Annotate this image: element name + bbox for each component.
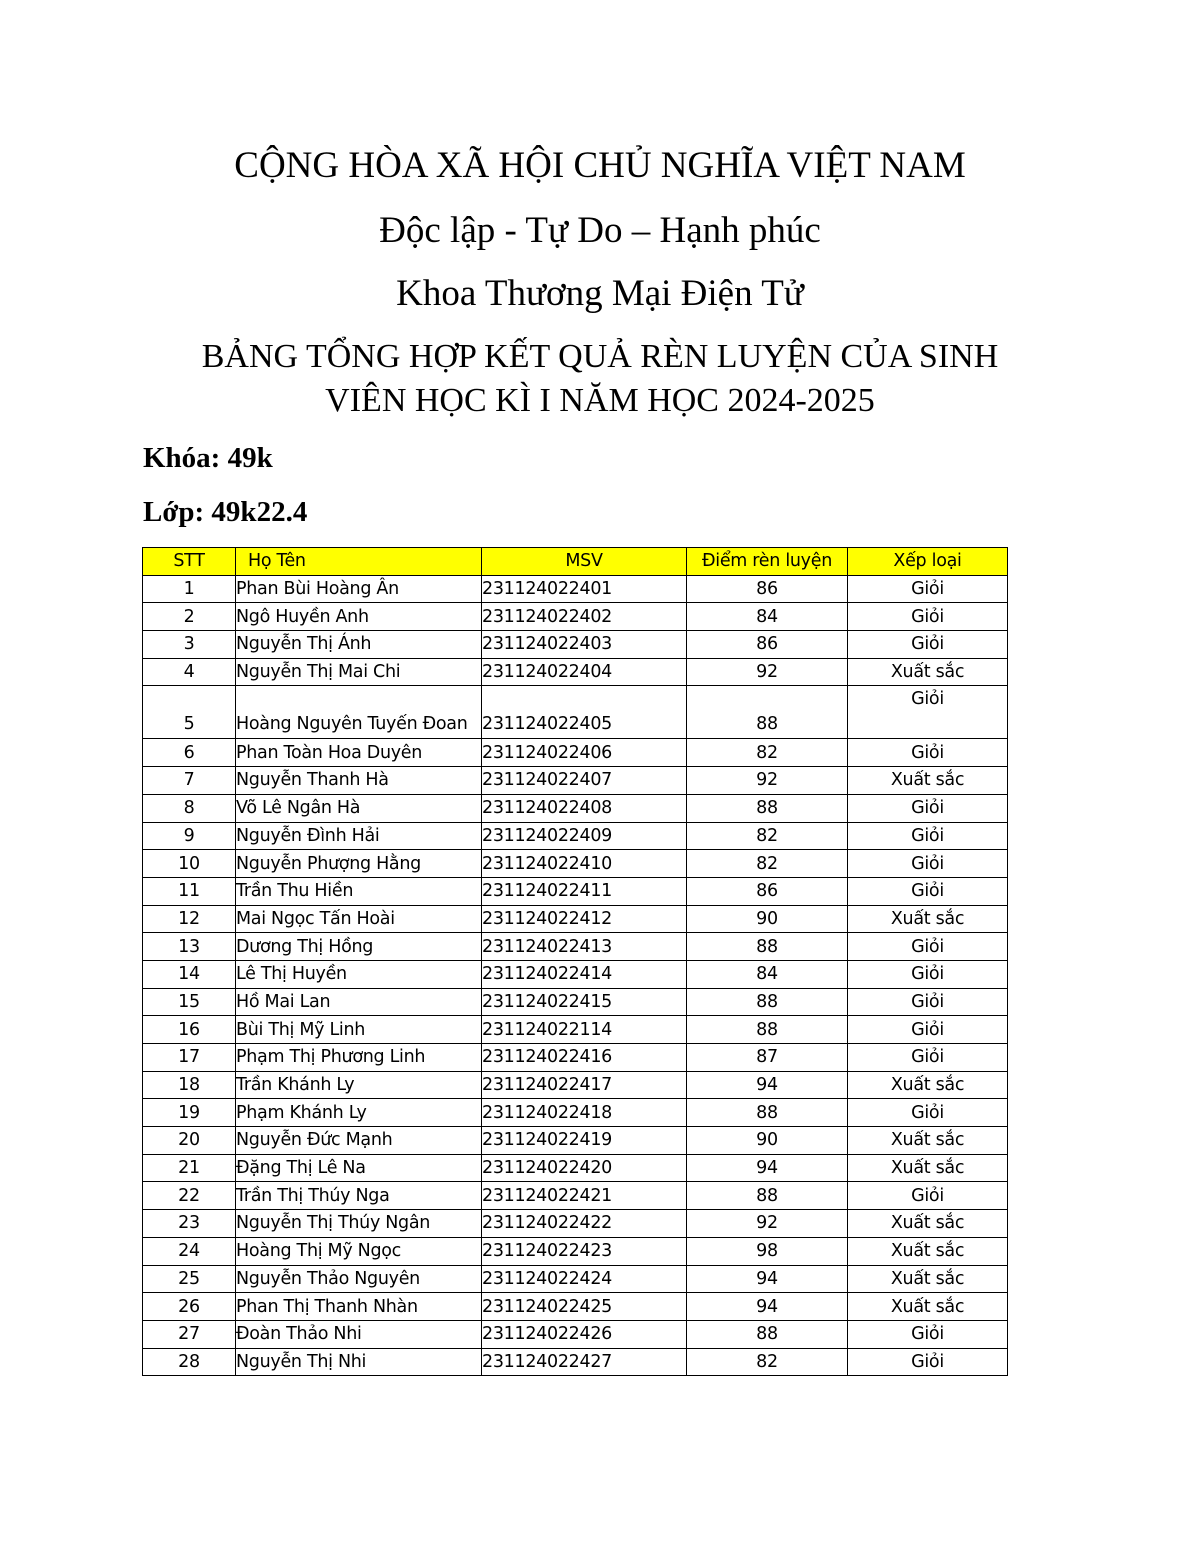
- cell-msv: 231124022420: [482, 1154, 687, 1182]
- cell-score: 87: [687, 1044, 848, 1072]
- cell-name: Lê Thị Huyền: [236, 960, 482, 988]
- cell-msv: 231124022407: [482, 767, 687, 795]
- cell-score: 86: [687, 575, 848, 603]
- cell-rank: Giỏi: [848, 1320, 1008, 1348]
- cell-score: 92: [687, 1210, 848, 1238]
- cell-name: Phạm Thị Phương Linh: [236, 1044, 482, 1072]
- column-header-score: Điểm rèn luyện: [687, 548, 848, 576]
- cohort-label: Khóa: 49k: [143, 442, 273, 474]
- cell-stt: 16: [143, 1016, 236, 1044]
- cell-name: Nguyễn Thị Mai Chi: [236, 658, 482, 686]
- table-row: [143, 767, 1008, 795]
- cell-stt: 14: [143, 960, 236, 988]
- table-row: [143, 1237, 1008, 1265]
- cell-rank: Giỏi: [848, 603, 1008, 631]
- cell-name: Phạm Khánh Ly: [236, 1099, 482, 1127]
- cell-score: 88: [687, 988, 848, 1016]
- table-row: [143, 1127, 1008, 1155]
- cell-name: Trần Thị Thúy Nga: [236, 1182, 482, 1210]
- cell-stt: 21: [143, 1154, 236, 1182]
- cell-score: 88: [687, 794, 848, 822]
- table-row: [143, 1099, 1008, 1127]
- cell-stt: 11: [143, 877, 236, 905]
- table-row: [143, 658, 1008, 686]
- results-table: [142, 547, 1008, 1376]
- table-row: [143, 1210, 1008, 1238]
- cell-score: 90: [687, 1127, 848, 1155]
- cell-name: Hoàng Thị Mỹ Ngọc: [236, 1237, 482, 1265]
- cell-rank: Giỏi: [848, 1099, 1008, 1127]
- table-row: [143, 905, 1008, 933]
- cell-msv: 231124022416: [482, 1044, 687, 1072]
- table-row: [143, 1154, 1008, 1182]
- cell-rank: Xuất sắc: [848, 1071, 1008, 1099]
- cell-stt: 27: [143, 1320, 236, 1348]
- cell-rank: Giỏi: [848, 1044, 1008, 1072]
- national-motto: Độc lập - Tự Do – Hạnh phúc: [379, 210, 821, 251]
- cell-rank: Giỏi: [848, 933, 1008, 961]
- cell-name: Phan Bùi Hoàng Ân: [236, 575, 482, 603]
- table-row: [143, 1348, 1008, 1376]
- cell-score: 84: [687, 603, 848, 631]
- cell-score: 82: [687, 850, 848, 878]
- table-row: [143, 850, 1008, 878]
- table-row: [143, 1293, 1008, 1321]
- cell-stt: 17: [143, 1044, 236, 1072]
- cell-stt: 8: [143, 794, 236, 822]
- cell-stt: 24: [143, 1237, 236, 1265]
- cell-stt: 10: [143, 850, 236, 878]
- cell-msv: 231124022410: [482, 850, 687, 878]
- table-body: [143, 575, 1008, 1376]
- cell-rank: Giỏi: [848, 822, 1008, 850]
- cell-stt: 28: [143, 1348, 236, 1376]
- cell-name: Nguyễn Thanh Hà: [236, 767, 482, 795]
- cell-stt: 1: [143, 575, 236, 603]
- cell-name: Nguyễn Thị Nhi: [236, 1348, 482, 1376]
- cell-rank: Giỏi: [848, 1016, 1008, 1044]
- cell-score: 82: [687, 822, 848, 850]
- cell-rank: Giỏi: [848, 575, 1008, 603]
- table-row: [143, 631, 1008, 659]
- cell-msv: 231124022417: [482, 1071, 687, 1099]
- cell-msv: 231124022405: [482, 686, 687, 739]
- cell-stt: 12: [143, 905, 236, 933]
- cell-score: 94: [687, 1293, 848, 1321]
- cell-stt: 9: [143, 822, 236, 850]
- cell-rank: Xuất sắc: [848, 1127, 1008, 1155]
- cell-msv: 231124022427: [482, 1348, 687, 1376]
- cell-rank: Giỏi: [848, 631, 1008, 659]
- table-row: [143, 1320, 1008, 1348]
- cell-score: 82: [687, 739, 848, 767]
- cell-score: 88: [687, 1099, 848, 1127]
- table-header-row: [143, 548, 1008, 576]
- cell-name: Bùi Thị Mỹ Linh: [236, 1016, 482, 1044]
- cell-stt: 22: [143, 1182, 236, 1210]
- cell-score: 90: [687, 905, 848, 933]
- document-title-line-1: BẢNG TỔNG HỢP KẾT QUẢ RÈN LUYỆN CỦA SINH: [201, 338, 999, 375]
- cell-name: Nguyễn Đức Mạnh: [236, 1127, 482, 1155]
- cell-rank: Giỏi: [848, 1348, 1008, 1376]
- cell-msv: 231124022418: [482, 1099, 687, 1127]
- cell-stt: 4: [143, 658, 236, 686]
- cell-rank: Xuất sắc: [848, 1237, 1008, 1265]
- cell-name: Hoàng Nguyên Tuyến Đoan: [236, 686, 482, 739]
- table-row: [143, 603, 1008, 631]
- cell-msv: 231124022419: [482, 1127, 687, 1155]
- cell-score: 86: [687, 877, 848, 905]
- cell-msv: 231124022401: [482, 575, 687, 603]
- cell-stt: 18: [143, 1071, 236, 1099]
- cell-score: 88: [687, 1016, 848, 1044]
- table-row: [143, 1265, 1008, 1293]
- table-row: [143, 739, 1008, 767]
- cell-msv: 231124022415: [482, 988, 687, 1016]
- table-row: [143, 877, 1008, 905]
- cell-score: 84: [687, 960, 848, 988]
- cell-msv: 231124022114: [482, 1016, 687, 1044]
- table-row: [143, 1044, 1008, 1072]
- cell-name: Đặng Thị Lê Na: [236, 1154, 482, 1182]
- cell-score: 94: [687, 1071, 848, 1099]
- column-header-name: Họ Tên: [236, 548, 482, 576]
- cell-rank: Giỏi: [848, 850, 1008, 878]
- cell-msv: 231124022411: [482, 877, 687, 905]
- cell-msv: 231124022425: [482, 1293, 687, 1321]
- cell-msv: 231124022414: [482, 960, 687, 988]
- table-row: [143, 1016, 1008, 1044]
- cell-msv: 231124022424: [482, 1265, 687, 1293]
- cell-rank: Giỏi: [848, 960, 1008, 988]
- nation-name: CỘNG HÒA XÃ HỘI CHỦ NGHĨA VIỆT NAM: [234, 145, 966, 186]
- cell-rank: Xuất sắc: [848, 1154, 1008, 1182]
- cell-name: Phan Thị Thanh Nhàn: [236, 1293, 482, 1321]
- cell-score: 98: [687, 1237, 848, 1265]
- cell-rank: Xuất sắc: [848, 905, 1008, 933]
- table-row: [143, 988, 1008, 1016]
- cell-score: 94: [687, 1265, 848, 1293]
- cell-score: 92: [687, 658, 848, 686]
- faculty-name: Khoa Thương Mại Điện Tử: [396, 273, 804, 314]
- cell-stt: 5: [143, 686, 236, 739]
- cell-score: 92: [687, 767, 848, 795]
- cell-msv: 231124022421: [482, 1182, 687, 1210]
- table-row: [143, 933, 1008, 961]
- cell-name: Nguyễn Đình Hải: [236, 822, 482, 850]
- cell-stt: 20: [143, 1127, 236, 1155]
- cell-score: 94: [687, 1154, 848, 1182]
- column-header-stt: STT: [143, 548, 236, 576]
- cell-rank: Xuất sắc: [848, 1265, 1008, 1293]
- cell-stt: 25: [143, 1265, 236, 1293]
- cell-stt: 6: [143, 739, 236, 767]
- cell-score: 88: [687, 686, 848, 739]
- cell-score: 88: [687, 933, 848, 961]
- cell-msv: 231124022413: [482, 933, 687, 961]
- cell-name: Ngô Huyền Anh: [236, 603, 482, 631]
- cell-rank: Xuất sắc: [848, 1293, 1008, 1321]
- table-row: [143, 686, 1008, 739]
- cell-msv: 231124022408: [482, 794, 687, 822]
- cell-rank: Giỏi: [848, 1182, 1008, 1210]
- cell-score: 88: [687, 1182, 848, 1210]
- cell-name: Nguyễn Phượng Hằng: [236, 850, 482, 878]
- cell-score: 86: [687, 631, 848, 659]
- table-row: [143, 575, 1008, 603]
- cell-name: Võ Lê Ngân Hà: [236, 794, 482, 822]
- cell-name: Hồ Mai Lan: [236, 988, 482, 1016]
- cell-score: 82: [687, 1348, 848, 1376]
- table-row: [143, 960, 1008, 988]
- table-row: [143, 1071, 1008, 1099]
- cell-name: Đoàn Thảo Nhi: [236, 1320, 482, 1348]
- cell-name: Dương Thị Hồng: [236, 933, 482, 961]
- cell-stt: 3: [143, 631, 236, 659]
- cell-msv: 231124022409: [482, 822, 687, 850]
- cell-name: Trần Thu Hiền: [236, 877, 482, 905]
- cell-rank: Xuất sắc: [848, 767, 1008, 795]
- cell-score: 88: [687, 1320, 848, 1348]
- cell-name: Mai Ngọc Tấn Hoài: [236, 905, 482, 933]
- cell-stt: 2: [143, 603, 236, 631]
- cell-msv: 231124022426: [482, 1320, 687, 1348]
- cell-rank: Giỏi: [848, 794, 1008, 822]
- cell-name: Nguyễn Thị Thúy Ngân: [236, 1210, 482, 1238]
- cell-stt: 15: [143, 988, 236, 1016]
- cell-name: Nguyễn Thị Ánh: [236, 631, 482, 659]
- table-row: [143, 1182, 1008, 1210]
- cell-msv: 231124022403: [482, 631, 687, 659]
- cell-msv: 231124022423: [482, 1237, 687, 1265]
- cell-stt: 7: [143, 767, 236, 795]
- cell-msv: 231124022402: [482, 603, 687, 631]
- cell-msv: 231124022404: [482, 658, 687, 686]
- class-label: Lớp: 49k22.4: [143, 496, 308, 528]
- cell-stt: 26: [143, 1293, 236, 1321]
- cell-stt: 13: [143, 933, 236, 961]
- table-row: [143, 822, 1008, 850]
- cell-msv: 231124022422: [482, 1210, 687, 1238]
- cell-name: Trần Khánh Ly: [236, 1071, 482, 1099]
- table-row: [143, 794, 1008, 822]
- column-header-rank: Xếp loại: [848, 548, 1008, 576]
- cell-stt: 23: [143, 1210, 236, 1238]
- column-header-msv: MSV: [482, 548, 687, 576]
- cell-msv: 231124022406: [482, 739, 687, 767]
- document-title-line-2: VIÊN HỌC KÌ I NĂM HỌC 2024-2025: [325, 382, 875, 419]
- cell-rank: Xuất sắc: [848, 1210, 1008, 1238]
- cell-msv: 231124022412: [482, 905, 687, 933]
- cell-rank: Giỏi: [848, 877, 1008, 905]
- cell-rank: Giỏi: [848, 739, 1008, 767]
- cell-stt: 19: [143, 1099, 236, 1127]
- cell-rank: Xuất sắc: [848, 658, 1008, 686]
- cell-name: Nguyễn Thảo Nguyên: [236, 1265, 482, 1293]
- cell-rank: Giỏi: [848, 686, 1008, 739]
- cell-name: Phan Toàn Hoa Duyên: [236, 739, 482, 767]
- cell-rank: Giỏi: [848, 988, 1008, 1016]
